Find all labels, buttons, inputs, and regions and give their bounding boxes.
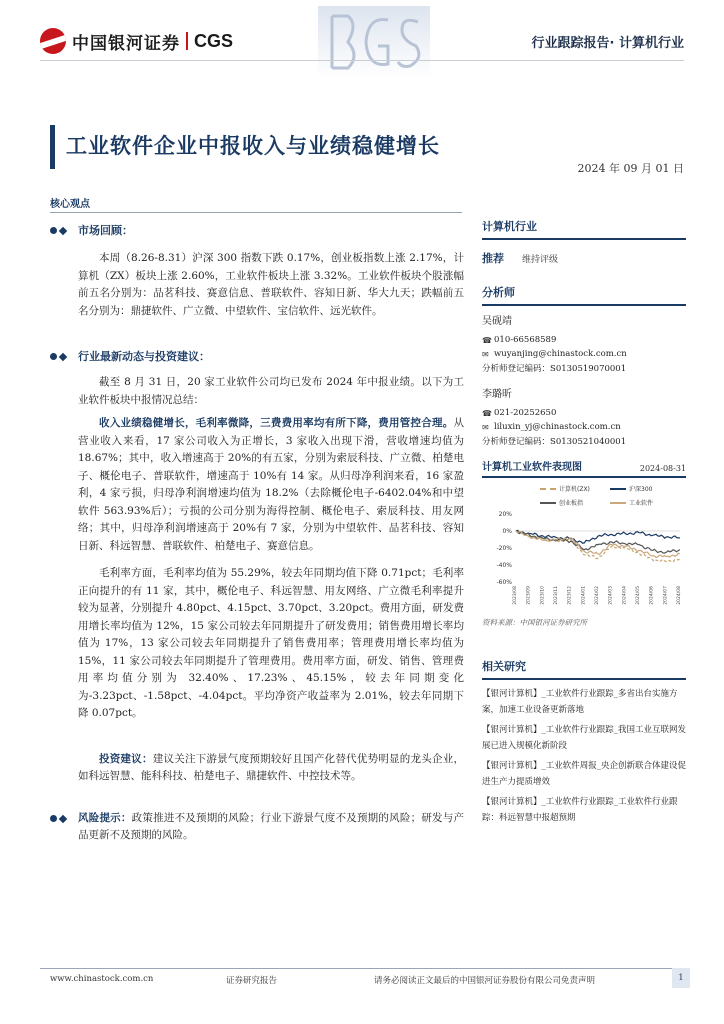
legend-item: 工业软件 [610,498,653,507]
industry-intro-text: 截至 8 月 31 日，20 家工业软件公司均已发布 2024 年中报业绩。以下为工业软件板块中报情况总结： [78,376,464,406]
investment-advice-label: 投资建议： [99,752,153,765]
sidebar-industry-title: 计算机行业 [482,218,686,240]
report-date: 2024 年 09 月 01 日 [577,162,684,175]
related-research-list [482,686,686,826]
analyst-phone-row [482,333,686,347]
diamond-bullet-icon [59,227,67,235]
bullet-icon [50,227,57,234]
analyst-name: 李璐昕 [482,389,512,400]
related-research-link[interactable]: 【银河计算机】_工业软件行业跟踪_多省出台实施方案，加速工业设备更新落地 [482,689,678,715]
sidebar [482,218,686,830]
bullet-icon [50,815,57,822]
x-tick-label: 2023/11 [554,586,559,605]
legend-item: 计算机(ZX) [540,484,590,493]
industry-revenue-text: 从营业收入来看，17 家公司收入为正增长，3 家收入出现下滑，营收增速均值为 18.67%；其中，收入增速高于 20%的有五家，分别为索辰科技、广立微、柏楚电子、概伦电子、普联软件，增速高于 10%有 14 家。从归母净利润来看，16 家盈利，4 家亏损，归母净利润增速均值为 18.2%（去除概伦电子-6402.04%和中望软件 563.93%后）；亏损的公司分别为海得控制、概伦电子、索辰科技、用友网络；其中，归母净利润增速高于 20%有 7 家，分别为中望软件、品茗科技、容知日新、科远智慧、普联软件、柏楚电子、赛意信息。 [78,417,464,552]
chart-header [482,458,686,478]
analyst-phone: 010-66568589 [494,335,557,345]
title-accent-bar [50,125,55,169]
company-logo [40,28,233,54]
x-tick-label: 2024/08 [677,586,682,605]
x-tick-label: 2023/12 [567,586,573,605]
x-tick-label: 2024/01 [581,586,587,605]
chart-plot [482,508,686,620]
footer-disclaimer: 请务必阅读正文最后的中国银河证券股份有限公司免责声明 [374,976,596,986]
industry-highlight: 收入业绩稳健增长，毛利率微降，三费费用率均有所下降，费用管控合理。 [99,417,454,429]
phone-icon: ☎ [482,335,492,345]
analyst-phone-row [482,406,686,420]
phone-icon: ☎ [482,408,492,418]
rating-value: 维持评级 [522,254,559,265]
chart-title: 计算机工业软件表现图 [482,462,582,473]
analyst-email-row [482,347,686,361]
x-tick-label: 2024/07 [663,586,669,605]
diamond-bullet-icon [59,353,67,361]
analyst-card [482,385,686,448]
page-header [0,0,724,88]
analyst-title: 分析师 [482,284,686,306]
rating-row [482,250,686,266]
logo-divider [186,32,188,50]
rating-label: 推荐 [482,252,504,265]
analyst-reg: 分析师登记编码：S0130519070001 [482,364,627,374]
risk-heading: 风险提示： [78,811,132,824]
analyst-phone: 021-20252650 [494,408,557,418]
x-tick-label: 2024/03 [608,586,614,605]
x-tick-label: 2023/09 [526,586,532,605]
analyst-reg: 分析师登记编码：S0130521040001 [482,437,627,447]
industry-margin-text: 毛利率方面，毛利率均值为 55.29%，较去年同期均值下降 0.71pct；毛利率正向提升的有 11 家，其中，概伦电子、科远智慧、用友网络、广立微毛利率提升较为显著，分别提升 4.80pct、4.15pct、3.70pct、3.20pct。费用方面，研发费用增长率均值为 12%，15 家公司较去年同期提升了研发费用；销售费用增长率均值为 17%，13 家公司较去年同期提升了销售费用率；管理费用增长率均值为 15%，11 家公司较去年同期提升了管理费用。费用率方面，研发、销售、管理费用率均值分别为 32.40%、17.23%、45.15%，较去年同期变化为-3.23pct、-1.58pct、-4.04pct。平均净资产收益率为 2.01%，较去年同期下降 0.07pct。 [78,567,464,719]
analyst-email-row [482,420,686,434]
email-icon: ✉ [482,422,489,432]
main-content [50,222,464,845]
investment-advice-paragraph [50,751,464,786]
chart-date: 2024-08-31 [639,464,686,473]
legend-swatch [610,502,626,504]
y-tick-label: 0% [502,528,512,535]
related-research-link[interactable]: 【银河计算机】_工业软件行业跟踪_工业软件行业跟踪：科远智慧中报超预期 [482,797,678,823]
logo-emblem-icon [40,28,66,54]
risk-text: 政策推进不及预期的风险；行业下游景气度不及预期的风险；研发与产品更新不及预期的风险。 [78,811,465,841]
chart-source: 资料来源：中国银河证券研究所 [482,618,587,627]
market-review-section [50,222,464,320]
x-tick-label: 2024/06 [649,586,655,605]
industry-dynamics-heading: 行业最新动态与投资建议： [50,348,464,366]
y-tick-label: 20% [498,511,512,518]
footer-divider [40,968,684,969]
market-review-heading: 市场回顾： [50,222,464,240]
y-tick-label: -20% [496,545,512,552]
page-number: 1 [672,968,690,988]
footer-url[interactable]: www.chinastock.com.cn [50,974,154,984]
risk-section [50,810,464,845]
x-tick-label: 2023/08 [513,586,518,605]
bullet-icon [50,353,57,360]
risk-paragraph [50,810,464,845]
y-tick-label: -40% [496,562,512,569]
email-icon: ✉ [482,349,489,359]
related-research-link[interactable]: 【银河计算机】_工业软件周报_央企创新联合体建设促进生产力提质增效 [482,761,687,787]
x-tick-label: 2024/02 [595,586,600,605]
legend-swatch [610,488,626,490]
header-divider [40,60,684,61]
analyst-email[interactable]: liluxin_yj@chinastock.com.cn [494,422,621,432]
page-footer [50,974,684,988]
footer-doc-type: 证券研究报告 [226,976,278,986]
performance-chart [482,478,686,623]
legend-swatch [540,488,556,490]
report-title: 工业软件企业中报收入与业绩稳健增长 [66,134,440,158]
core-points-label: 核心观点 [50,199,90,210]
market-review-text: 本周（8.26-8.31）沪深 300 指数下跌 0.17%，创业板指数上涨 2.17%，计算机（ZX）板块上涨 2.60%，工业软件板块上涨 3.32%。工业软件板块个股涨幅前五名分别为：品茗科技、赛意信息、普联软件、容知日新、华大九天；跌幅前五名分别为：鼎捷软件、广立微、中望软件、宝信软件、远光软件。 [78,252,464,317]
y-tick-label: -60% [496,579,512,586]
legend-item: 创业板指 [540,498,583,507]
analyst-card [482,312,686,375]
investment-advice-text: 建议关注下游景气度预期较好且国产化替代优势明显的龙头企业，如科远智慧、能科科技、柏楚电子、鼎捷软件、中控技术等。 [78,752,465,782]
related-research-link[interactable]: 【银河计算机】_工业软件行业跟踪_我国工业互联网发展已进入规模化新阶段 [482,725,687,751]
related-research-title: 相关研究 [482,658,686,680]
x-tick-label: 2024/04 [622,586,628,605]
logo-text-cn: 中国银河证券 [72,33,180,54]
analyst-name: 吴砚靖 [482,316,512,327]
legend-swatch [540,502,556,504]
industry-dynamics-section [50,348,464,786]
x-tick-label: 2023/10 [540,586,546,605]
core-points-divider [50,212,462,213]
industry-revenue-paragraph [50,415,464,555]
analyst-email[interactable]: wuyanjing@chinastock.com.cn [494,349,627,359]
diamond-bullet-icon [59,814,67,822]
logo-text-en: CGS [194,30,234,51]
watermark-logo-icon [318,6,430,78]
report-type-tag: 行业跟踪报告· 计算机行业 [531,36,684,51]
x-tick-label: 2024/05 [636,586,641,605]
legend-item: 沪深300 [610,484,652,493]
